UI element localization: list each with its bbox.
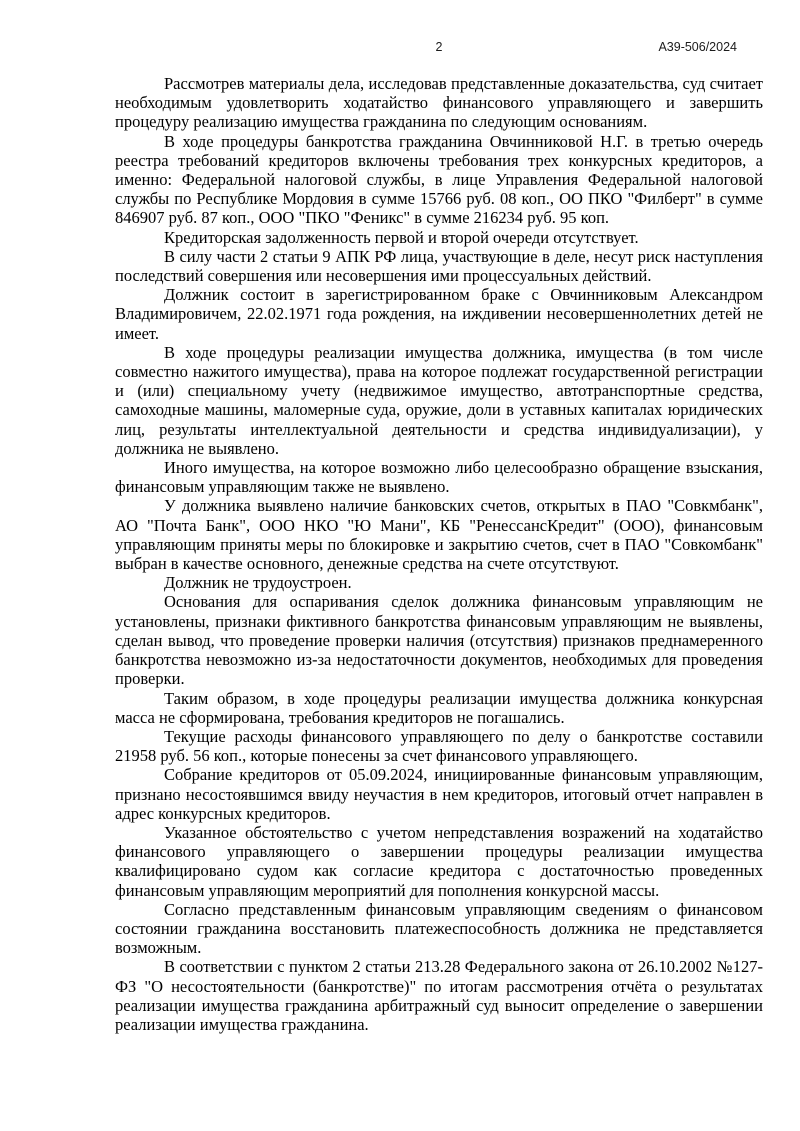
paragraph: В ходе процедуры реализации имущества должника, имущества (в том числе совместно нажитого имущества), права на которое подлежат государственной регистрации и (или) специальному учету (недвижимое имущество, автотранспортные средства, самоходные машины, маломерные суда, оружие, доли в уставных капиталах юридических лиц, результаты интеллектуальной деятельности и средства индивидуализации), у должника не выявлено. <box>115 342 763 458</box>
paragraph: В силу части 2 статьи 9 АПК РФ лица, участвующие в деле, несут риск наступления последствий совершения или несовершения ими процессуальных действий. <box>115 246 763 286</box>
page-header <box>115 40 763 58</box>
paragraph: Согласно представленным финансовым управляющим сведениям о финансовом состоянии гражданина восстановить платежеспособность должника не представляется возможным. <box>115 899 763 958</box>
paragraph: Собрание кредиторов от 05.09.2024, инициированные финансовым управляющим, признано несостоявшимся ввиду неучастия в нем кредиторов, итоговый отчет направлен в адрес конкурсных кредиторов. <box>115 765 763 823</box>
paragraph: Должник состоит в зарегистрированном браке с Овчинниковым Александром Владимировичем, 22.02.1971 года рождения, на иждивении несовершеннолетних детей не имеет. <box>115 285 763 343</box>
paragraph: У должника выявлено наличие банковских счетов, открытых в ПАО "Совкмбанк", АО "Почта Банк", ООО НКО "Ю Мани", КБ "РенессансКредит" (ООО), финансовым управляющим приняты меры по блокировке и закрытию счетов, счет в ПАО "Совкомбанк" выбран в качестве основного, денежные средства на счете отсутствуют. <box>115 496 763 574</box>
document-body <box>115 74 763 1034</box>
paragraph: Текущие расходы финансового управляющего по делу о банкротстве составили 21958 руб. 56 коп., которые понесены за счет финансового управляющего. <box>115 726 763 766</box>
paragraph: Иного имущества, на которое возможно либо целесообразно обращение взыскания, финансовым управляющим также не выявлено. <box>115 458 763 497</box>
paragraph: Указанное обстоятельство с учетом непредставления возражений на ходатайство финансового управляющего о завершении процедуры реализации имущества квалифицировано судом как согласие кредитора с достаточностью проведенных финансовым управляющим мероприятий для пополнения конкурсной массы. <box>115 822 763 900</box>
paragraph: В ходе процедуры банкротства гражданина Овчинниковой Н.Г. в третью очередь реестра требований кредиторов включены требования трех конкурсных кредиторов, а именно: Федеральной налоговой службы, в лице Управления Федеральной налоговой службы по Республике Мордовия в сумме 15766 руб. 08 коп., ОО ПКО "Филберт" в сумме 846907 руб. 87 коп., ООО "ПКО "Феникс" в сумме 216234 руб. 95 коп. <box>115 131 763 228</box>
paragraph: В соответствии с пунктом 2 статьи 213.28 Федерального закона от 26.10.2002 №127-ФЗ "О несостоятельности (банкротстве)" по итогам рассмотрения отчёта о результатах реализации имущества гражданина арбитражный суд выносит определение о завершении реализации имущества гражданина. <box>115 957 763 1034</box>
case-number: А39-506/2024 <box>658 40 737 54</box>
paragraph: Кредиторская задолженность первой и второй очереди отсутствует. <box>164 227 639 247</box>
page-number: 2 <box>435 40 443 54</box>
paragraph: Должник не трудоустроен. <box>164 573 352 593</box>
paragraph: Рассмотрев материалы дела, исследовав представленные доказательства, суд считает необходимым удовлетворить ходатайство финансового управляющего и завершить процедуру реализацию имущества гражданина по следующим основаниям. <box>115 74 763 132</box>
paragraph: Таким образом, в ходе процедуры реализации имущества должника конкурсная масса не сформирована, требования кредиторов не погашались. <box>115 688 763 727</box>
paragraph: Основания для оспаривания сделок должника финансовым управляющим не установлены, признаки фиктивного банкротства финансовым управляющим не выявлены, сделан вывод, что проведение проверки наличия (отсутствия) признаков преднамеренного банкротства невозможно из-за недостаточности документов, необходимых для проведения проверки. <box>115 592 763 689</box>
